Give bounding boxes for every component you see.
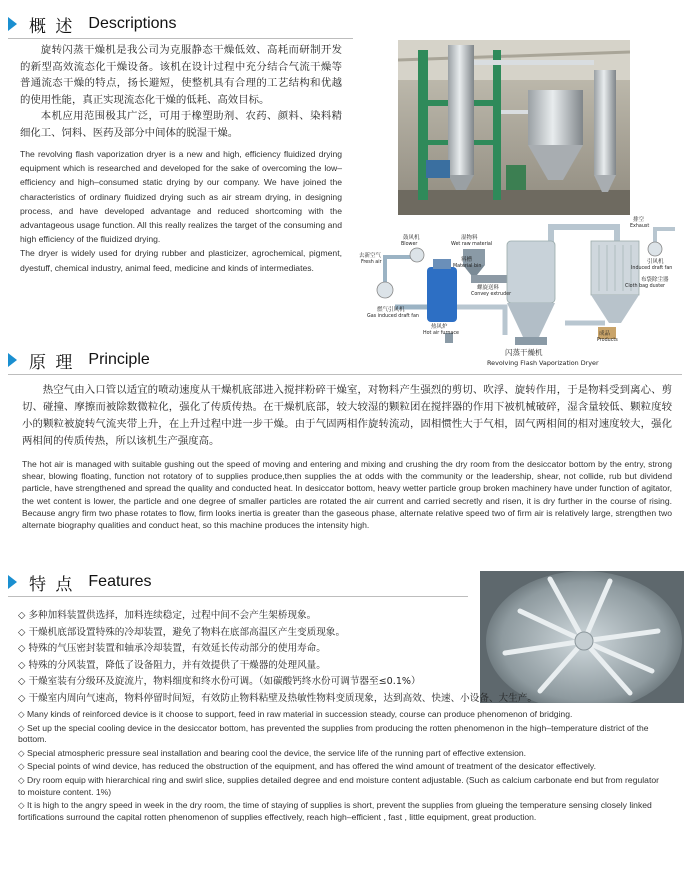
agitator-illustration (480, 571, 684, 703)
label-conveyor-zh: 螺旋送料 (477, 285, 500, 291)
feature-en-item: ◇ Dry room equip with hierarchical ring and swirl slice, supplies detailed degree and end moisture content adjustable. (Such as calcium carbonate end but from regulator to moisture content. 1%) (18, 774, 659, 797)
features-en-list (18, 709, 668, 825)
diagram-caption-zh: 闪蒸干燥机 (505, 348, 543, 357)
principle-title-zh: 原 理 (29, 352, 75, 373)
principle-en: The hot air is managed with suitable gushing out the speed of moving and entering and mixing and crushing the dry room from the desiccator bottom by the entry, strong shear, blowing floating, function not rotatory of to supplies produce,then supplies the at odds with the community or the leadership, shear, not collide, rub but dividend particle, have strengthened and spread the quality and conducted heat. In desiccator bottom, heavy wetter particle group broken machinery have under function of agitator, the wet content is lower, the particle and one degree of smaller particles are rotated the air current and carried secretly and risen, it is dry further in the course of rising. Because angry firm two phase rotates to flow, firm looks inertia is greater than the gaseous phase, alternate relative speed two of firm air is relatively large, strengthen two alternate biography qualities and conduct heat, so this machine produces the intensity high. (22, 459, 672, 531)
descriptions-rule (8, 38, 353, 39)
descriptions-title-en: Descriptions (88, 15, 177, 32)
label-wet-zh: 湿物料 (461, 235, 478, 241)
label-fresh-zh: 去新空气 (359, 253, 382, 259)
descriptions-title-zh: 概 述 (29, 16, 75, 37)
label-furnace-en: Hot air furnace (423, 331, 459, 336)
feature-en-item: ◇ Set up the special cooling device in the desiccator bottom, has prevented the supplies from producing the rotten phenomenon in the high–temperature district of the bottom. (18, 722, 649, 745)
principle-title-en: Principle (88, 351, 150, 368)
label-products-zh: 成品 (599, 331, 611, 337)
feature-zh-item: ◇ 干燥室内周向气速高，物料停留时间短，有效防止物料粘壁及热敏性物料变质现象，达到高效、快速、小设备、大生产。 (18, 692, 537, 704)
features-header (8, 570, 152, 594)
descriptions-en-p2: The dryer is widely used for drying rubber and plasticizer, agrochemical, pigment, dyestuff, chemical industry, animal feed, medicine and kinds of intermediates. (20, 248, 342, 273)
process-flow-diagram (355, 215, 683, 370)
feature-zh-item: ◇ 干燥室装有分级环及旋流片，物料细度和终水份可调。（如碳酸钙终水份可调节器至≤0.1%） (18, 676, 421, 687)
descriptions-zh-p1: 旋转闪蒸干燥机是我公司为克服静态干燥低效、高耗而研制开发的新型高效流态化干燥设备。该机在设计过程中充分结合气流干燥等普通流态干燥的特点，扬长避短，使整机具有合理的工艺结构和优越的使用性能，真正实现流态化干燥的低耗、高效目标。 (20, 44, 342, 106)
principle-header (8, 348, 150, 372)
feature-en-item: ◇ Special points of wind device, has reduced the obstruction of the equipment, and has offered the wind amount of treatment of the desicator effectively. (18, 761, 596, 772)
principle-body (22, 382, 672, 531)
label-gasfan-en: Gas induced draft fan (367, 314, 419, 319)
feature-zh-item: ◇ 多种加料装置供选择，加料连续稳定，过程中间不会产生架桥现象。 (18, 610, 317, 621)
label-wet-en: Wet raw material (451, 242, 493, 247)
feature-zh-item: ◇ 特殊的气压密封装置和轴承冷却装置，有效延长传动部分的使用寿命。 (18, 643, 326, 654)
feature-zh-item: ◇ 特殊的分风装置，降低了设备阻力，并有效提供了干燥器的处理风量。 (18, 659, 326, 671)
triangle-bullet-icon (8, 353, 17, 367)
features-zh-list (18, 608, 537, 707)
label-hopper-en: Material bin (453, 264, 482, 269)
features-rule (8, 596, 468, 597)
diagram-caption-en: Revolving Flash Vaporization Dryer (487, 359, 599, 367)
feature-en-item: ◇ It is high to the angry speed in week in the dry room, the time of staying of supplies is short, prevent the supplies from glueing the temperature sensing closely linked fortifications surround the capital rotten phenomenon of supplies effectively, reach high–efficient , fast , little equipment, great production. (18, 800, 652, 822)
agitator-photo (480, 571, 684, 703)
dryer-installation-photo (398, 40, 630, 215)
descriptions-en-p1: The revolving flash vaporization dryer is a new and high, efficiency fluidized drying equipment which is researched and developed for the sake of overcoming the low–efficiency and high–consumed static drying by our company. We have joined the characteristics of ordinary fluidized drying such as air stream drying, in designing process, and have developed advantage and reduced shortcoming with the advantageous usage function. All this really realizes the target of the consuming and high efficiency of the fluidized drying. (20, 149, 342, 245)
principle-rule (8, 374, 682, 375)
label-blower-zh: 鼓风机 (403, 235, 420, 241)
label-exhaust-en: Exhaust (630, 224, 650, 229)
dryer-installation-illustration (398, 40, 630, 215)
features-title-zh: 特 点 (29, 574, 75, 595)
label-gasfan-zh: 燃气引风机 (377, 307, 405, 313)
process-flow-schematic (355, 215, 683, 370)
label-furnace-zh: 热风炉 (431, 324, 448, 330)
label-duster-zh: 布袋除尘器 (641, 277, 669, 283)
label-exhaust-zh: 排空 (633, 217, 645, 223)
feature-zh-item: ◇ 干燥机底部设置特殊的冷却装置，避免了物料在底部高温区产生变质现象。 (18, 626, 346, 638)
label-draftfan-en: Induced draft fan (631, 266, 673, 271)
features-title-en: Features (88, 573, 152, 590)
label-fresh-en: Fresh air (361, 260, 382, 265)
descriptions-body (20, 42, 342, 275)
descriptions-header (8, 12, 176, 36)
principle-zh: 热空气由入口管以适宜的喷动速度从干燥机底部进入搅拌粉碎干燥室，对物料产生强烈的剪切、吹浮、旋转作用，于是物料受到离心、剪切、碰撞、摩擦而被除数微粒化，强化了传质传热。在干燥机底部，较大较湿的颗粒团在搅拌器的作用下被机械破碎，湿含量较低、颗粒度较小的颗粒被旋转气流夹带上升，在上升过程中进一步干燥。由于气固两相作旋转流动，固相惯性大于气相，固气两相间的相对速度较大，强化两相间的传质传热，所以该机生产强度高。 (22, 384, 672, 447)
label-draftfan-zh: 引风机 (647, 259, 664, 265)
label-conveyor-en: Convey extruder (471, 292, 512, 297)
label-blower-en: Blower (401, 242, 418, 247)
feature-en-item: ◇ Special atmospheric pressure seal installation and bearing cool the device, the service life of the running part of effective extension. (18, 747, 527, 758)
descriptions-zh-p2: 本机应用范围极其广泛，可用于橡塑助剂、农药、颜料、染料精细化工、饲料、医药及部分中间体的脱湿干燥。 (20, 110, 342, 139)
feature-en-item: ◇ Many kinds of reinforced device is it choose to support, feed in raw material in succession steady, course can produce phenomenon of bridging. (18, 709, 573, 719)
label-hopper-zh: 料槽 (461, 257, 473, 263)
triangle-bullet-icon (8, 575, 17, 589)
triangle-bullet-icon (8, 17, 17, 31)
label-products-en: Products (597, 338, 618, 343)
label-duster-en: Cloth bag duster (625, 284, 666, 289)
